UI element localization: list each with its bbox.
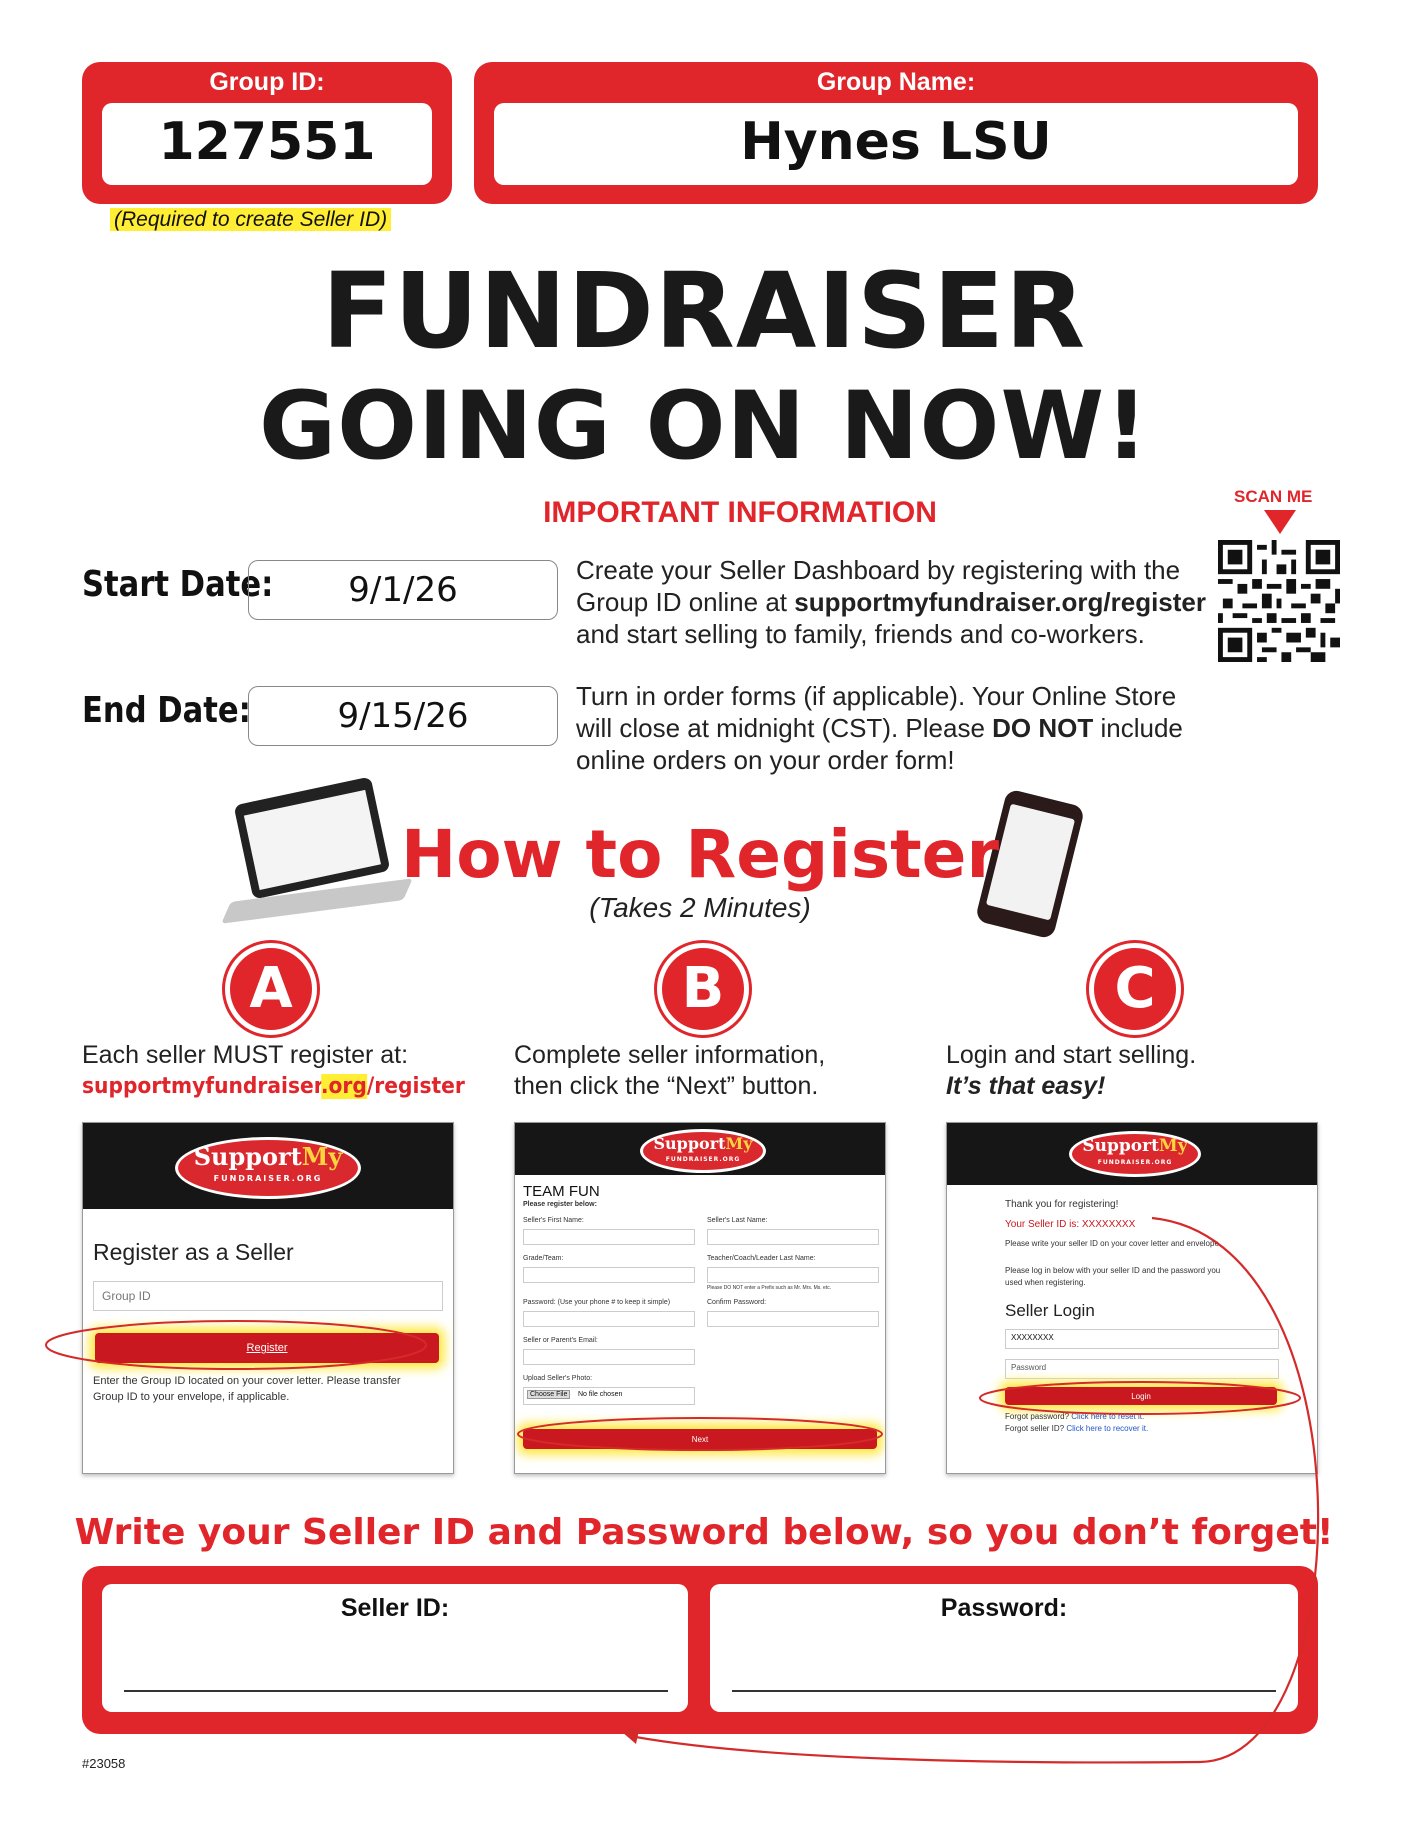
headline-going-on-now: GOING ON NOW! (258, 372, 1150, 481)
support-my-logo: SupportMy FUNDRAISER.ORG (1069, 1131, 1201, 1177)
group-id-label: Group ID: (209, 68, 325, 96)
photo-upload[interactable]: Choose File No file chosen (523, 1387, 695, 1405)
seller-id-label: Seller ID: (340, 1594, 450, 1622)
group-name-value: Hynes LSU (740, 112, 1052, 172)
step-b-badge: B (657, 943, 749, 1035)
end-date-instructions: Turn in order forms (if applicable). Your Online Store will close at midnight (CST). Please DO NOT include online orders on your order form! (576, 681, 1183, 775)
screenshot-seller-info: SupportMy FUNDRAISER.ORG TEAM FUN Please register below: Seller's First Name: Seller's Last Name: Grade/Team: Teacher/Coach/Leader Last Name: Please DO NOT enter a Prefix such as Mr. Mrs. Ms. etc. Password: (Use your phone # to keep it simple) Confirm Password: Seller or Parent's Email: Upload Seller's Photo: Choose File No file chosen Next (514, 1122, 886, 1474)
step-a-badge: A (225, 943, 317, 1035)
how-to-register-title: How to Register (401, 816, 999, 893)
next-button[interactable]: Next (523, 1429, 877, 1449)
important-info-title: IMPORTANT INFORMATION (543, 496, 937, 529)
scan-me-label: SCAN ME (1234, 487, 1313, 506)
recover-id-link[interactable]: Click here to recover it. (1066, 1424, 1149, 1433)
step-c-text: Login and start selling. It’s that easy! (946, 1041, 1197, 1100)
group-id-note: (Required to create Seller ID) (110, 208, 391, 232)
group-name-label: Group Name: (816, 68, 976, 96)
group-id-value: 127551 (158, 112, 376, 172)
start-date-value: 9/1/26 (248, 560, 558, 620)
end-date-value: 9/15/26 (248, 686, 558, 746)
seller-id-message: Your Seller ID is: XXXXXXXX (1005, 1219, 1136, 1230)
form-number: #23058 (82, 1756, 126, 1771)
group-id-input[interactable]: Group ID (93, 1281, 443, 1311)
step-a-text: Each seller MUST register at: supportmyfundraiser.org/register (82, 1040, 462, 1102)
reset-password-link[interactable]: Click here to reset it. (1071, 1412, 1145, 1421)
step-a-register-link[interactable]: supportmyfundraiser.org/register (82, 1074, 465, 1099)
seller-login-heading: Seller Login (1005, 1301, 1095, 1320)
end-date-label: End Date: (82, 690, 251, 731)
login-button[interactable]: Login (1005, 1387, 1277, 1405)
support-my-logo: SupportMy FUNDRAISER.ORG (640, 1129, 766, 1173)
reminder-text: Write your Seller ID and Password below, so you don’t forget! (74, 1512, 1334, 1553)
seller-id-input[interactable]: XXXXXXXX (1005, 1329, 1279, 1349)
team-name: TEAM FUN (523, 1183, 600, 1200)
step-b-text: Complete seller information, then click the “Next” button. (514, 1041, 826, 1100)
headline-fundraiser: FUNDRAISER (321, 250, 1087, 372)
start-date-instructions: Create your Seller Dashboard by registering with the Group ID online at supportmyfundraiser.org/register and start selling to family, friends and co-workers. (576, 555, 1206, 649)
register-seller-title: Register as a Seller (93, 1239, 294, 1265)
start-date-label: Start Date: (82, 564, 274, 605)
step-c-badge: C (1089, 943, 1181, 1035)
how-to-register-subtitle: (Takes 2 Minutes) (589, 892, 811, 923)
register-button[interactable]: Register (95, 1333, 439, 1363)
register-note: Enter the Group ID located on your cover letter. Please transfer Group ID to your envelope, if applicable. (93, 1375, 401, 1403)
support-my-logo: SupportMy FUNDRAISER.ORG (175, 1137, 361, 1199)
screenshot-seller-login: SupportMy FUNDRAISER.ORG Thank you for registering! Your Seller ID is: XXXXXXXX Please write your seller ID on your cover letter and envelope. Please log in below with your seller ID and the password you used when registering. Seller Login XXXXXXXX Password Login Forgot password? Click here to reset it. Forgot seller ID? Click here to recover it. (946, 1122, 1318, 1474)
password-label: Password: (940, 1594, 1068, 1622)
login-password-input[interactable]: Password (1005, 1359, 1279, 1379)
register-url-link[interactable]: supportmyfundraiser.org/register (794, 587, 1206, 617)
